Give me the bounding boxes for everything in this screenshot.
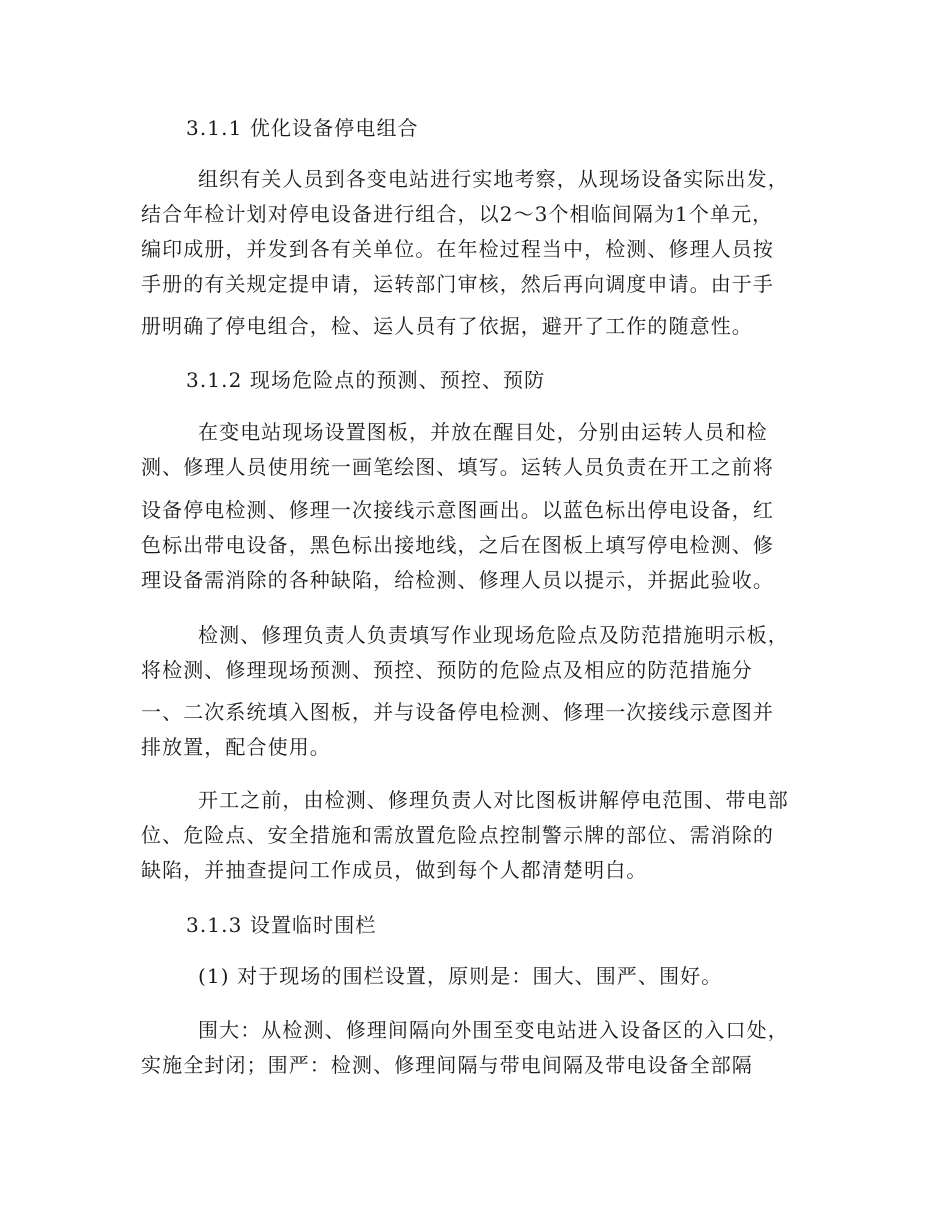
section-heading-3-1-2: 3.1.2 现场危险点的预测、预控、预防	[186, 368, 546, 392]
paragraph-line: 手册的有关规定提申请，运转部门审核，然后再向调度申请。由于手	[141, 272, 774, 296]
paragraph-line: 理设备需消除的各种缺陷，给检测、修理人员以提示，并据此验收。	[141, 568, 774, 592]
paragraph-line: 实施全封闭；围严：检测、修理间隔与带电间隔及带电设备全部隔	[141, 1053, 753, 1077]
paragraph-line: 排放置，配合使用。	[141, 735, 331, 759]
paragraph-line: 编印成册，并发到各有关单位。在年检过程当中，检测、修理人员按	[141, 237, 774, 261]
paragraph-line: 在变电站现场设置图板，并放在醒目处，分别由运转人员和检	[198, 420, 768, 444]
paragraph-line: 将检测、修理现场预测、预控、预防的危险点及相应的防范措施分	[141, 658, 753, 682]
paragraph-line: 结合年检计划对停电设备进行组合，以2～3个相临间隔为1个单元，	[141, 202, 774, 226]
paragraph-line: 缺陷，并抽查提问工作成员，做到每个人都清楚明白。	[141, 858, 648, 882]
paragraph-line: 组织有关人员到各变电站进行实地考察，从现场设备实际出发，	[198, 167, 789, 191]
paragraph-line: 围大：从检测、修理间隔向外围至变电站进入设备区的入口处，	[198, 1018, 789, 1042]
paragraph-line: 检测、修理负责人负责填写作业现场危险点及防范措施明示板，	[198, 623, 789, 647]
section-heading-3-1-3: 3.1.3 设置临时围栏	[186, 913, 377, 937]
section-heading-3-1-1: 3.1.1 优化设备停电组合	[186, 116, 419, 140]
paragraph-line: 一、二次系统填入图板，并与设备停电检测、修理一次接线示意图并	[141, 700, 774, 724]
paragraph-line: 位、危险点、安全措施和需放置危险点控制警示牌的部位、需消除的	[141, 823, 774, 847]
list-item: (1) 对于现场的围栏设置，原则是：围大、围严、围好。	[198, 964, 723, 988]
paragraph-line: 册明确了停电组合，检、运人员有了依据，避开了工作的随意性。	[141, 314, 753, 338]
paragraph-line: 色标出带电设备，黑色标出接地线，之后在图板上填写停电检测、修	[141, 533, 774, 557]
paragraph-line: 开工之前，由检测、修理负责人对比图板讲解停电范围、带电部	[198, 788, 789, 812]
paragraph-line: 设备停电检测、修理一次接线示意图画出。以蓝色标出停电设备，红	[141, 498, 774, 522]
paragraph-line: 测、修理人员使用统一画笔绘图、填写。运转人员负责在开工之前将	[141, 455, 774, 479]
